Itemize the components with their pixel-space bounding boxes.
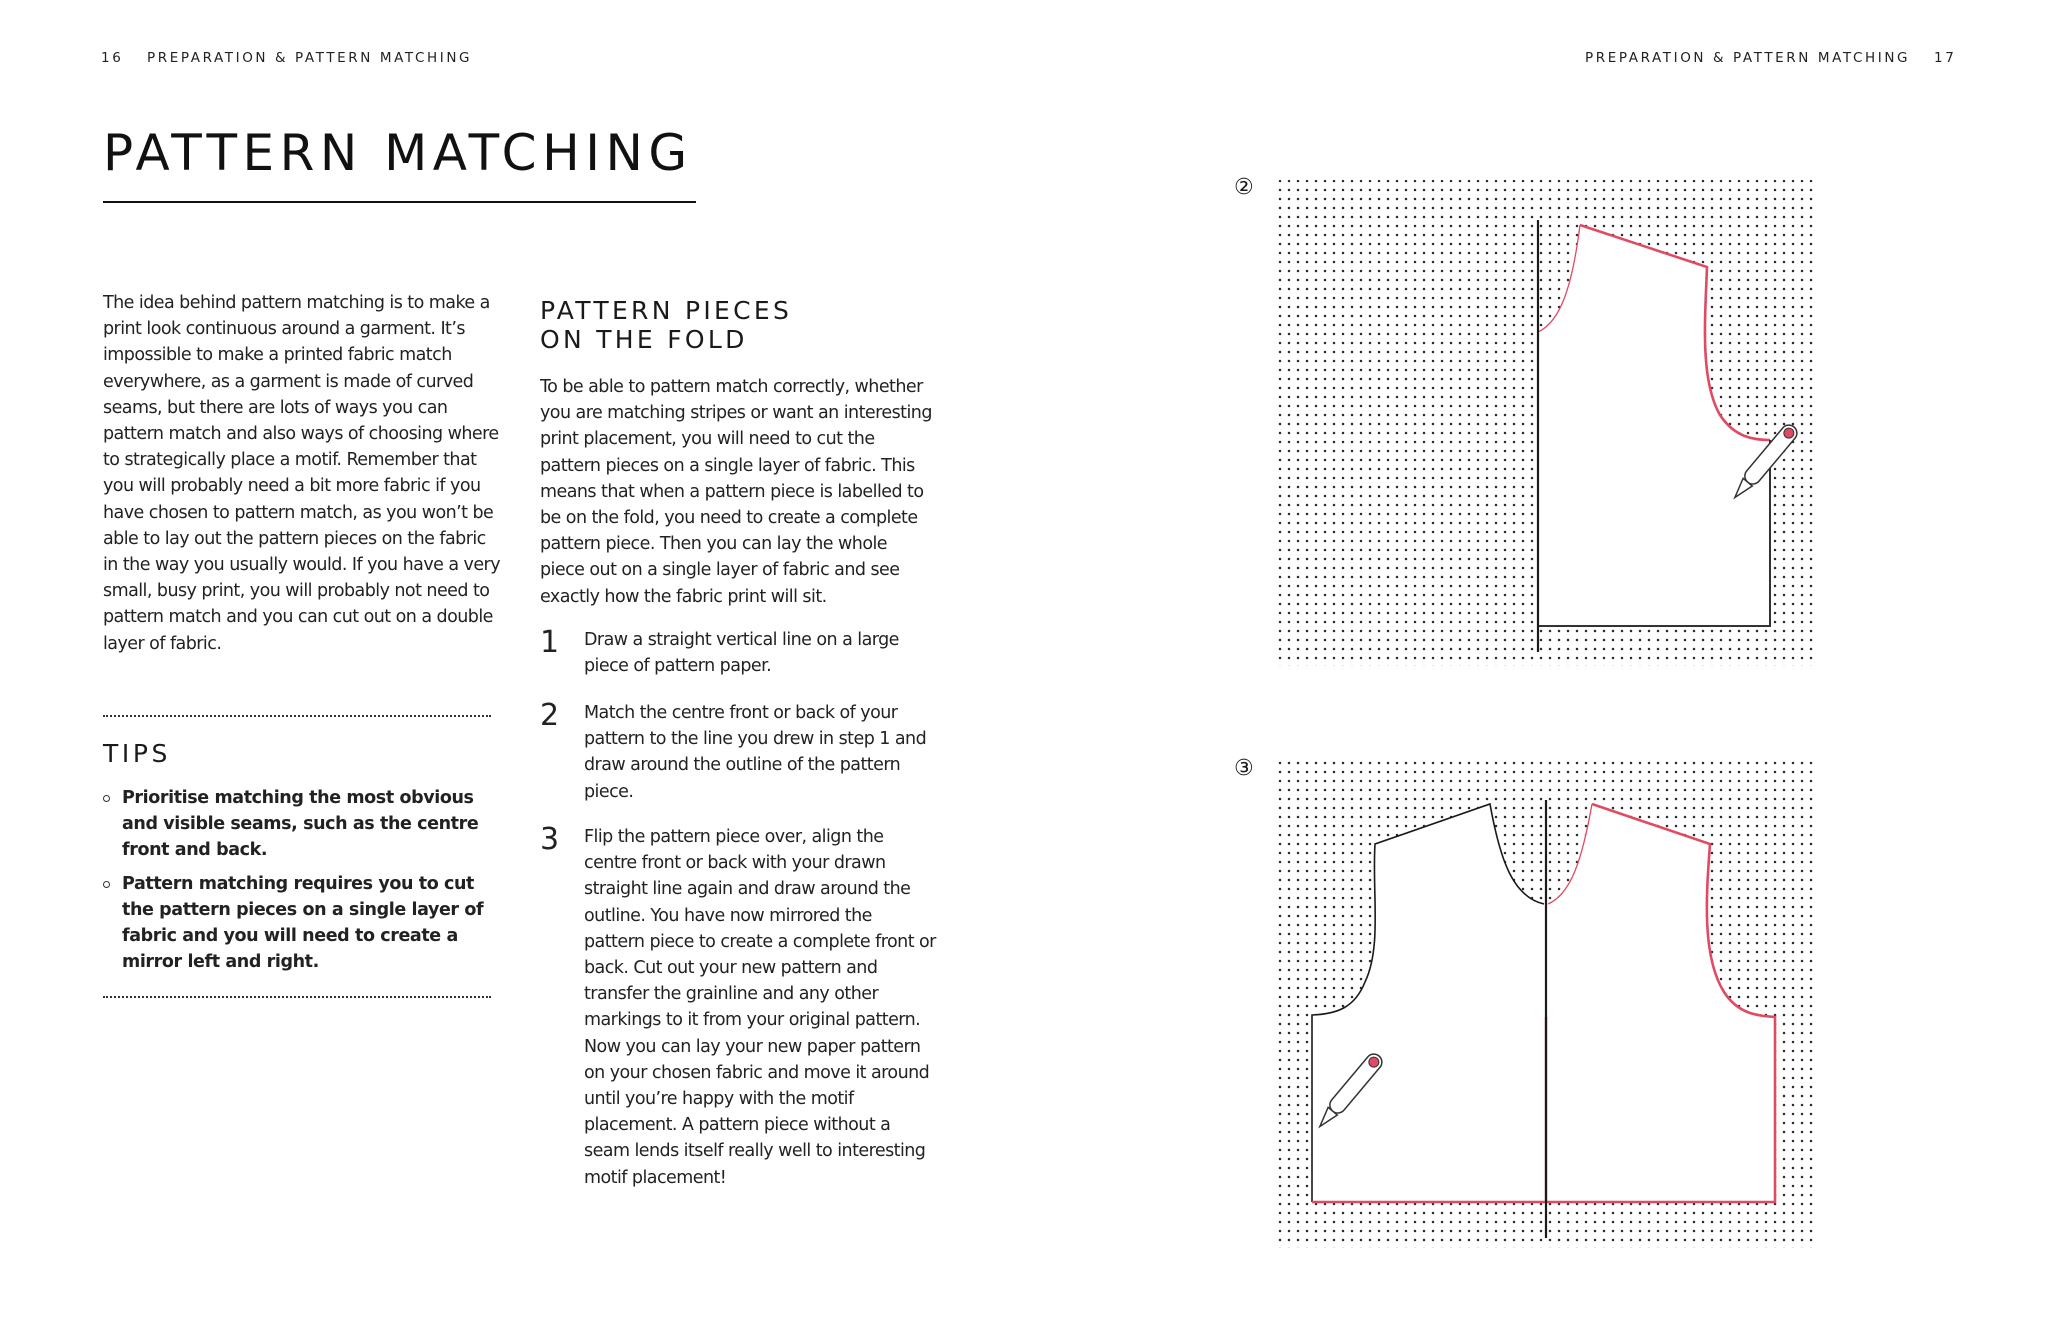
right-page-number: 17 [1934, 50, 1957, 66]
fold-heading [540, 296, 870, 354]
fold-heading-line-2: ON THE FOLD [540, 325, 748, 354]
step-number: 2 [540, 698, 560, 733]
figure-2-label: ② [1234, 175, 1254, 200]
left-page-number: 16 [101, 50, 124, 66]
tips-bottom-divider [103, 996, 491, 998]
step-text: Flip the pattern piece over, align the centre front or back with your drawn straight line again and draw around the outline. You have now mirrored the pattern piece to create a complete front or back. Cut out your new pattern and transfer the grainline and any other markings to it from your original pattern. Now you can lay your new paper pattern on your chosen fabric and move it around until you’re happy with the motif placement. A pattern piece without a seam lends itself really well to interesting motif placement! [584, 827, 936, 1188]
title-rule [103, 201, 696, 203]
tips-list [103, 785, 493, 982]
intro-paragraph: The idea behind pattern matching is to make a print look continuous around a garment. It’s impossible to make a printed fabric match everywhere, as a garment is made of curved seams, but there are lots of ways you can pattern match and also ways of choosing where to strategically place a motif. Remember that you will probably need a bit more fabric if you have chosen to pattern match, as you won’t be able to lay out the pattern pieces on the fabric in the way you usually would. If you have a very small, busy print, you will probably not need to pattern match and you can cut out on a double layer of fabric. [103, 293, 501, 654]
figure-3-label: ③ [1234, 756, 1254, 781]
figure-3-illustration [1260, 752, 1820, 1252]
fold-heading-line-1: PATTERN PIECES [540, 296, 793, 325]
tips-item: Pattern matching requires you to cut the pattern pieces on a single layer of fabric and you will need to create a mirror left and right. [103, 871, 493, 976]
figure-2-illustration [1260, 170, 1820, 670]
step-number: 3 [540, 822, 560, 857]
tips-item: Prioritise matching the most obvious and visible seams, such as the centre front and back. [103, 785, 493, 864]
step-text: Match the centre front or back of your pattern to the line you drew in step 1 and draw around the outline of the pattern piece. [584, 703, 927, 802]
left-running-head: PREPARATION & PATTERN MATCHING [147, 50, 473, 66]
right-running-head: PREPARATION & PATTERN MATCHING [1585, 50, 1911, 66]
tips-top-divider [103, 715, 491, 717]
page-title: PATTERN MATCHING [103, 124, 693, 182]
step-number: 1 [540, 625, 560, 660]
fold-intro-paragraph: To be able to pattern match correctly, whether you are matching stripes or want an interesting print placement, you will need to cut the pattern pieces on a single layer of fabric. This means that when a pattern piece is labelled to be on the fold, you need to create a complete pattern piece. Then you can lay the whole piece out on a single layer of fabric and see exactly how the fabric print will sit. [540, 377, 932, 607]
step-text: Draw a straight vertical line on a large piece of pattern paper. [584, 630, 899, 677]
tips-heading: TIPS [103, 739, 171, 768]
